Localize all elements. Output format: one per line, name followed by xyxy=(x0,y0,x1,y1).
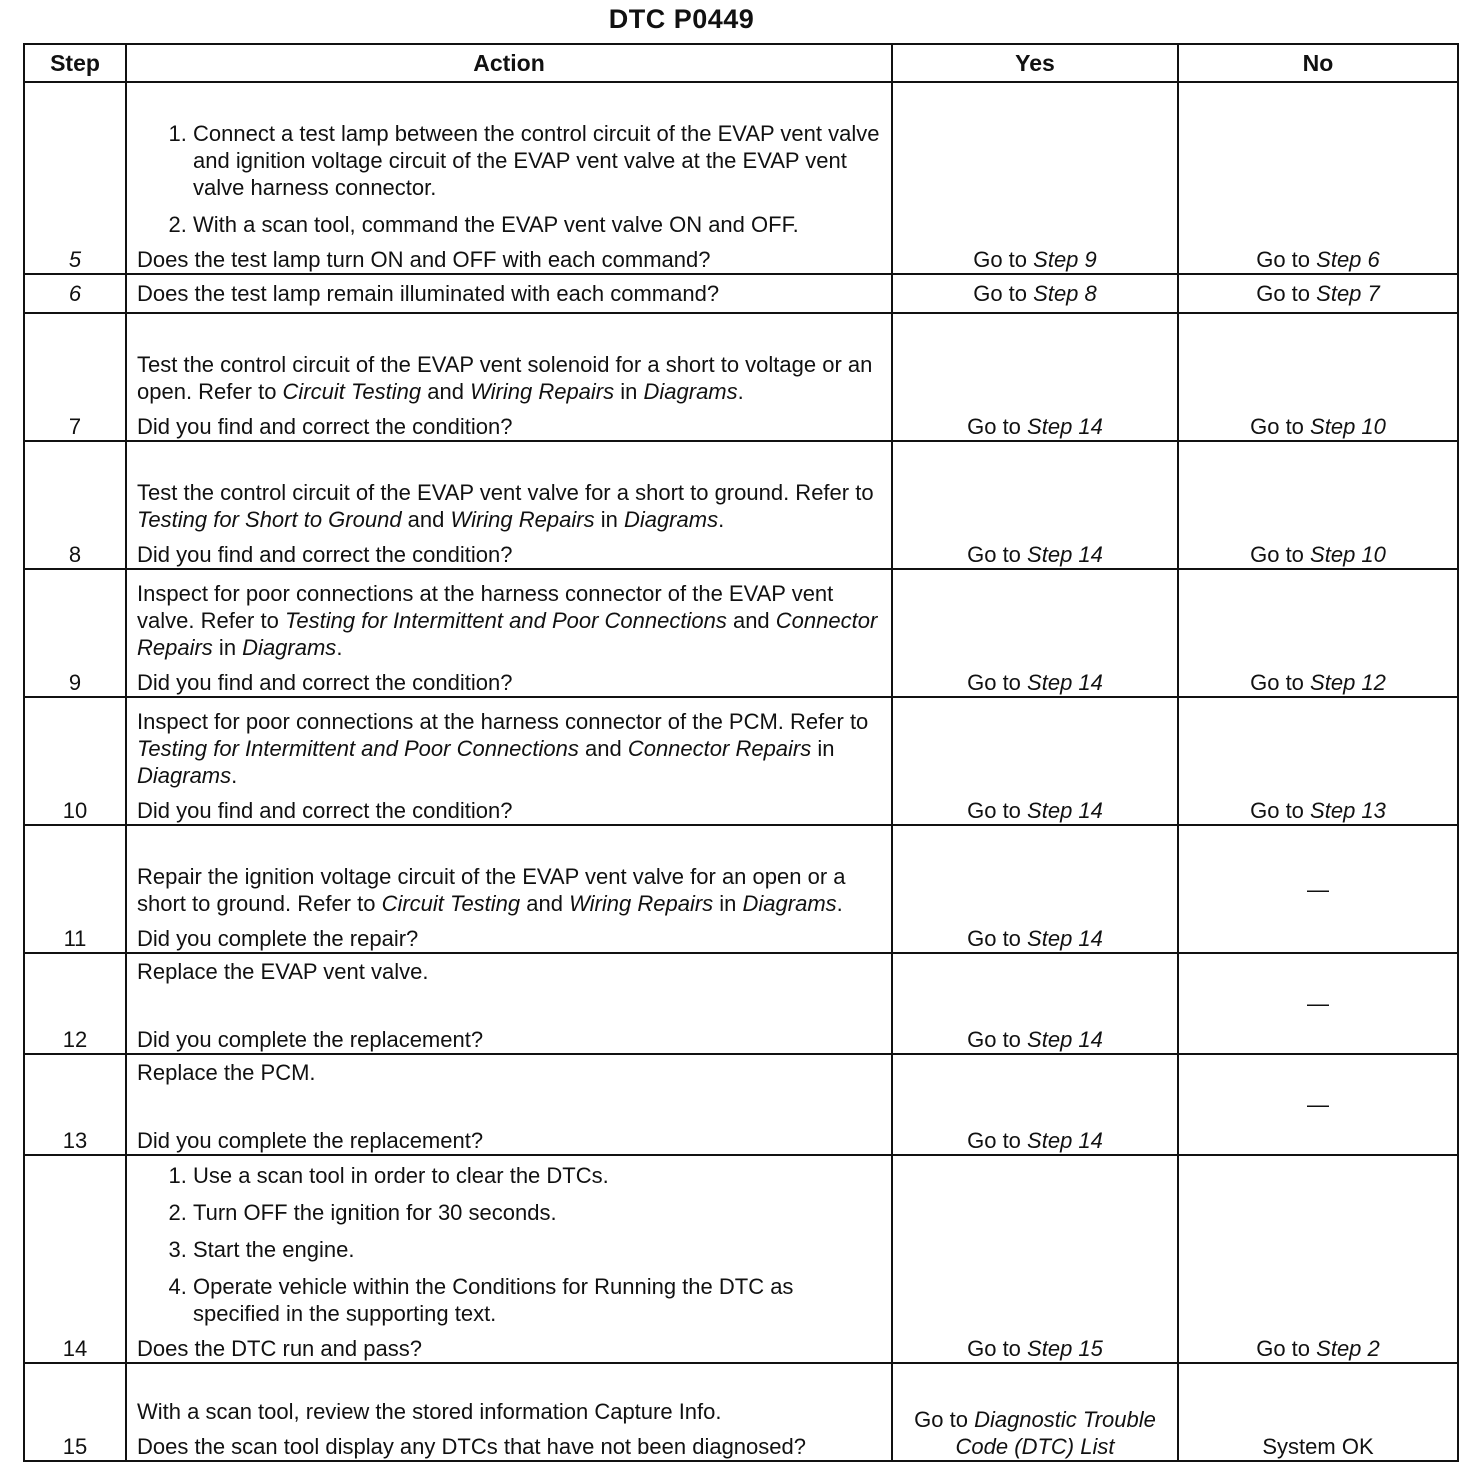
action-question: Did you find and correct the condition? xyxy=(137,670,513,695)
instruction-text: and xyxy=(726,608,776,633)
yes-cell xyxy=(892,1155,1178,1363)
table-row xyxy=(24,1054,1458,1155)
reference-link[interactable]: Testing for Intermittent and Poor Connections xyxy=(137,736,579,761)
step-link[interactable]: Step 14 xyxy=(1027,414,1103,439)
action-cell xyxy=(126,953,892,1054)
action-question: Does the DTC run and pass? xyxy=(137,1336,422,1361)
step-number: 5 xyxy=(24,82,126,274)
goto-text: Go to xyxy=(967,1027,1021,1052)
reference-link[interactable]: Diagrams xyxy=(643,379,738,404)
reference-link[interactable]: Connector Repairs xyxy=(137,608,878,660)
instruction-text: . xyxy=(737,379,744,404)
step-number: 15 xyxy=(24,1363,126,1461)
action-list xyxy=(137,118,881,246)
goto-text: Go to xyxy=(1256,281,1311,306)
action-list xyxy=(137,1160,881,1335)
step-link[interactable]: Step 14 xyxy=(1027,1128,1103,1153)
step-number: 7 xyxy=(24,313,126,441)
step-link[interactable]: Step 14 xyxy=(1027,798,1103,823)
yes-cell xyxy=(892,569,1178,697)
reference-link[interactable]: Wiring Repairs xyxy=(569,891,714,916)
reference-link[interactable]: Circuit Testing xyxy=(282,379,422,404)
document-title: DTC P0449 xyxy=(608,4,755,34)
action-instruction xyxy=(137,475,881,541)
yes-cell xyxy=(892,274,1178,313)
instruction-text: and xyxy=(401,507,451,532)
no-cell xyxy=(1178,1054,1458,1155)
step-link[interactable]: Step 2 xyxy=(1316,1336,1380,1361)
reference-link[interactable]: Diagrams xyxy=(623,507,719,532)
action-instruction xyxy=(137,347,881,413)
table-row xyxy=(24,82,1458,274)
step-link[interactable]: Step 10 xyxy=(1310,414,1386,439)
not-applicable-dash: — xyxy=(1307,876,1329,902)
step-link[interactable]: Step 12 xyxy=(1310,670,1386,695)
not-applicable-dash: — xyxy=(1307,1092,1329,1117)
step-link[interactable]: Step 13 xyxy=(1310,798,1386,823)
instruction-text: and xyxy=(578,736,628,761)
reference-link[interactable]: Diagrams xyxy=(137,763,232,788)
no-cell xyxy=(1178,274,1458,313)
step-number: 8 xyxy=(24,441,126,569)
list-item: 2. Turn OFF the ignition for 30 seconds. xyxy=(193,1197,881,1234)
reference-link[interactable]: Diagrams xyxy=(742,891,837,916)
dtc-list-link[interactable]: Diagnostic Trouble Code (DTC) List xyxy=(955,1407,1156,1459)
instruction-text: . xyxy=(231,763,238,788)
yes-cell xyxy=(892,825,1178,953)
no-cell xyxy=(1178,1155,1458,1363)
action-question: Does the scan tool display any DTCs that have not been diagnosed? xyxy=(137,1434,806,1459)
reference-link[interactable]: Circuit Testing xyxy=(381,891,521,916)
step-link[interactable]: Step 14 xyxy=(1027,926,1103,951)
step-number: 6 xyxy=(24,274,126,313)
reference-link[interactable]: Wiring Repairs xyxy=(450,507,595,532)
action-instruction xyxy=(137,704,881,797)
goto-text: Go to xyxy=(1250,542,1304,567)
table-row xyxy=(24,274,1458,313)
action-instruction: With a scan tool, review the stored information Capture Info. xyxy=(137,1399,722,1424)
step-link[interactable]: Step 7 xyxy=(1316,281,1380,306)
not-applicable-dash: — xyxy=(1307,991,1329,1016)
instruction-text: in xyxy=(212,635,243,660)
list-item: 4. Operate vehicle within the Conditions for Running the DTC as specified in the supporting text. xyxy=(193,1271,881,1335)
yes-cell xyxy=(892,1363,1178,1461)
step-number: 13 xyxy=(24,1054,126,1155)
action-question: Does the test lamp remain illuminated with each command? xyxy=(137,281,720,306)
goto-text: Go to xyxy=(967,670,1021,695)
list-item: 1. Connect a test lamp between the control circuit of the EVAP vent valve and ignition voltage circuit of the EVAP vent valve at the EVAP vent valve harness connector. xyxy=(193,118,881,209)
no-cell xyxy=(1178,569,1458,697)
goto-text: Go to xyxy=(967,1128,1021,1153)
instruction-text: Repair the ignition voltage circuit of the EVAP vent valve for an open or a short to ground. Refer to xyxy=(137,864,846,916)
step-link[interactable]: Step 15 xyxy=(1027,1336,1103,1361)
step-link[interactable]: Step 14 xyxy=(1027,542,1103,567)
action-question: Did you find and correct the condition? xyxy=(137,798,513,823)
table-row xyxy=(24,313,1458,441)
goto-text: Go to xyxy=(914,1407,968,1432)
action-cell xyxy=(126,569,892,697)
step-link[interactable]: Step 14 xyxy=(1027,670,1103,695)
table-row xyxy=(24,825,1458,953)
instruction-text: Inspect for poor connections at the harness connector of the PCM. Refer to xyxy=(137,709,869,734)
no-cell xyxy=(1178,313,1458,441)
list-item: 2. With a scan tool, command the EVAP vent valve ON and OFF. xyxy=(193,209,881,246)
no-cell xyxy=(1178,441,1458,569)
action-cell xyxy=(126,274,892,313)
yes-cell xyxy=(892,1054,1178,1155)
yes-cell xyxy=(892,953,1178,1054)
instruction-text: in xyxy=(713,891,743,916)
instruction-text: in xyxy=(594,507,624,532)
instruction-text: Test the control circuit of the EVAP vent valve for a short to ground. Refer to xyxy=(137,480,874,505)
table-header-row xyxy=(24,44,1458,82)
dtc-table xyxy=(23,43,1459,1462)
header-yes: Yes xyxy=(892,44,1178,82)
action-cell xyxy=(126,1155,892,1363)
step-link[interactable]: Step 10 xyxy=(1310,542,1386,567)
action-question: Does the test lamp turn ON and OFF with each command? xyxy=(137,247,711,272)
action-instruction xyxy=(137,859,881,925)
action-cell xyxy=(126,1054,892,1155)
goto-text: Go to xyxy=(967,542,1021,567)
no-cell xyxy=(1178,1363,1458,1461)
goto-text: Go to xyxy=(967,1336,1021,1361)
instruction-text: . xyxy=(718,507,725,532)
reference-link[interactable]: Testing for Intermittent and Poor Connections xyxy=(284,608,727,633)
action-cell xyxy=(126,313,892,441)
goto-text: Go to xyxy=(1256,1336,1311,1361)
instruction-text: . xyxy=(336,635,343,660)
step-link[interactable]: Step 9 xyxy=(1033,247,1097,272)
goto-text: Go to xyxy=(967,926,1021,951)
action-question: Did you complete the repair? xyxy=(137,926,419,951)
goto-text: Go to xyxy=(1250,414,1304,439)
goto-text: Go to xyxy=(967,798,1021,823)
table-row xyxy=(24,1155,1458,1363)
list-item: 3. Start the engine. xyxy=(193,1234,881,1271)
table-row xyxy=(24,953,1458,1054)
action-instruction: Replace the PCM. xyxy=(137,1060,316,1085)
step-link[interactable]: Step 8 xyxy=(1033,281,1097,306)
step-link[interactable]: Step 6 xyxy=(1316,247,1380,272)
step-number: 9 xyxy=(24,569,126,697)
action-cell xyxy=(126,441,892,569)
action-instruction: Replace the EVAP vent valve. xyxy=(137,959,429,984)
header-no: No xyxy=(1178,44,1458,82)
list-item: 1. Use a scan tool in order to clear the DTCs. xyxy=(193,1160,881,1197)
goto-text: Go to xyxy=(967,414,1021,439)
action-cell xyxy=(126,1363,892,1461)
no-cell xyxy=(1178,82,1458,274)
yes-cell xyxy=(892,441,1178,569)
reference-link[interactable]: Testing for Short to Ground xyxy=(137,507,402,532)
system-ok-text: System OK xyxy=(1262,1434,1374,1459)
goto-text: Go to xyxy=(973,281,1028,306)
step-number: 14 xyxy=(24,1155,126,1363)
instruction-text: in xyxy=(614,379,644,404)
yes-cell xyxy=(892,82,1178,274)
instruction-text: Inspect for poor connections at the harness connector of the EVAP vent valve. Refer to xyxy=(137,581,834,633)
action-question: Did you complete the replacement? xyxy=(137,1128,484,1153)
instruction-text: and xyxy=(421,379,471,404)
instruction-text: Test the control circuit of the EVAP vent solenoid for a short to voltage or an open. Refer to xyxy=(137,352,873,404)
header-step: Step xyxy=(24,44,126,82)
instruction-text: in xyxy=(811,736,835,761)
yes-cell xyxy=(892,697,1178,825)
goto-text: Go to xyxy=(973,247,1028,272)
reference-link[interactable]: Wiring Repairs xyxy=(470,379,615,404)
step-number: 11 xyxy=(24,825,126,953)
goto-text: Go to xyxy=(1250,798,1304,823)
action-question: Did you complete the replacement? xyxy=(137,1027,484,1052)
step-number: 12 xyxy=(24,953,126,1054)
instruction-text: . xyxy=(836,891,843,916)
goto-text: Go to xyxy=(1256,247,1311,272)
action-cell xyxy=(126,825,892,953)
no-cell xyxy=(1178,825,1458,953)
action-cell xyxy=(126,82,892,274)
action-question: Did you find and correct the condition? xyxy=(137,414,513,439)
step-link[interactable]: Step 14 xyxy=(1027,1027,1103,1052)
reference-link[interactable]: Connector Repairs xyxy=(627,736,812,761)
goto-text: Go to xyxy=(1250,670,1304,695)
header-action: Action xyxy=(126,44,892,82)
action-instruction xyxy=(137,576,881,669)
reference-link[interactable]: Diagrams xyxy=(242,635,337,660)
table-row xyxy=(24,441,1458,569)
action-question: Did you find and correct the condition? xyxy=(137,542,513,567)
table-row xyxy=(24,569,1458,697)
table-row xyxy=(24,697,1458,825)
yes-cell xyxy=(892,313,1178,441)
instruction-text: and xyxy=(520,891,570,916)
action-cell xyxy=(126,697,892,825)
table-row xyxy=(24,1363,1458,1461)
step-number: 10 xyxy=(24,697,126,825)
no-cell xyxy=(1178,953,1458,1054)
no-cell xyxy=(1178,697,1458,825)
